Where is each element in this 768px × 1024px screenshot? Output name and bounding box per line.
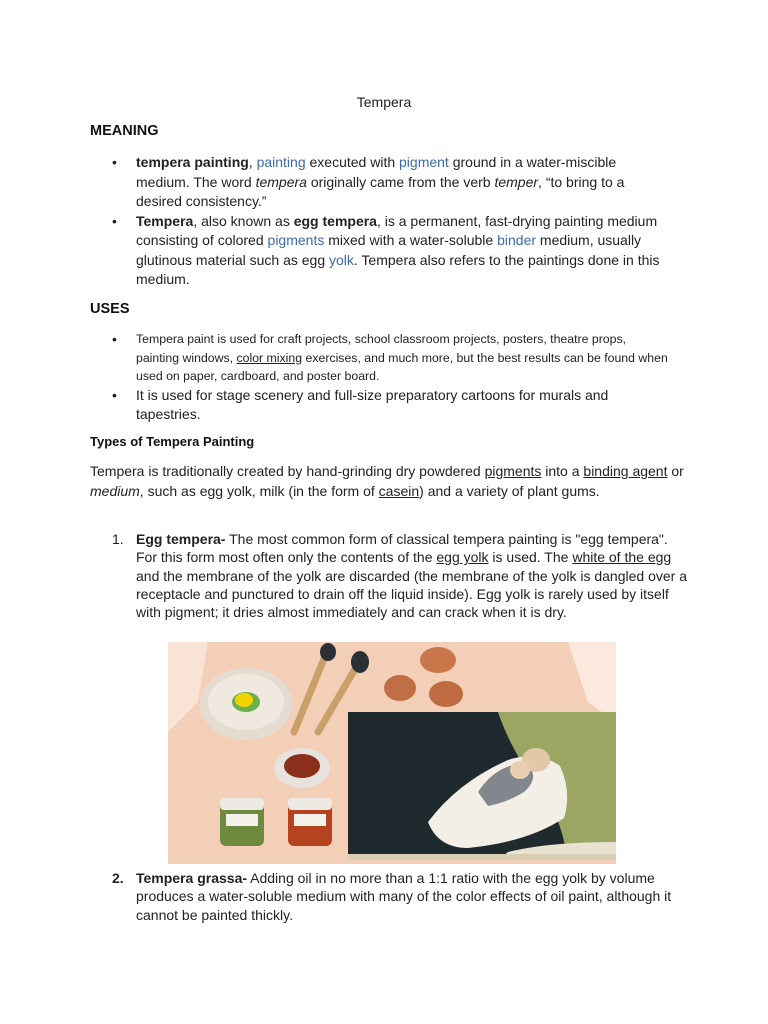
bullet-glyph: • bbox=[112, 331, 117, 347]
white-of-the-egg-link[interactable]: white of the egg bbox=[572, 549, 672, 566]
text: exercises, and much more, but the best results can be found when used on paper, cardboard, and poster board. bbox=[136, 350, 668, 383]
casein-link[interactable]: casein bbox=[378, 482, 420, 499]
emphasis-text: tempera bbox=[255, 173, 307, 190]
list-item bbox=[90, 386, 670, 425]
pigment-jar-icon bbox=[220, 798, 264, 846]
egg-bowl-icon bbox=[200, 668, 292, 740]
text: , “to bring to a desired consistency.” bbox=[136, 173, 625, 209]
emphasis-text: medium bbox=[90, 482, 140, 499]
text: . Tempera also refers to the paintings done in this medium. bbox=[136, 251, 660, 287]
text: Adding oil in no more than a 1:1 ratio with the egg yolk by volume produces a water-soluble medium with many of the color effects of oil paint, although it cannot be painted thickly. bbox=[136, 870, 672, 923]
list-item bbox=[90, 530, 690, 621]
types-heading: Types of Tempera Painting bbox=[90, 434, 255, 449]
text: , also known as bbox=[193, 212, 294, 229]
term-text: tempera painting bbox=[136, 154, 249, 170]
uses-list bbox=[90, 330, 670, 425]
tempera-painting-icon bbox=[348, 712, 616, 860]
pigment-jar-icon bbox=[288, 798, 332, 846]
bullet-glyph: • bbox=[112, 154, 117, 170]
text: executed with bbox=[305, 154, 400, 170]
pigments-link[interactable]: pigments bbox=[484, 463, 542, 479]
list-number: 2. bbox=[112, 870, 124, 886]
color-mixing-link[interactable]: color mixing bbox=[236, 350, 303, 365]
list-number: 1. bbox=[112, 531, 124, 547]
pigment-link[interactable]: pigment bbox=[399, 154, 449, 170]
binder-link[interactable]: binder bbox=[497, 232, 537, 248]
text: , is a permanent, fast-drying painting medium consisting of colored bbox=[136, 212, 658, 248]
tempera-materials-photo bbox=[168, 642, 616, 864]
text: ) and a variety of plant gums. bbox=[419, 482, 600, 499]
types-intro-paragraph bbox=[90, 462, 690, 501]
pigment-dish-icon bbox=[274, 748, 330, 788]
text: into a bbox=[541, 463, 584, 479]
text: ground in a water-miscible medium. The word bbox=[136, 154, 617, 190]
uses-heading: USES bbox=[90, 301, 130, 317]
meaning-list bbox=[90, 153, 670, 290]
text: The most common form of classical tempera painting is "egg tempera". For this form most often only the contents of the bbox=[136, 531, 668, 566]
list-item bbox=[90, 153, 670, 212]
bullet-glyph: • bbox=[112, 386, 117, 403]
term-text: Tempera bbox=[136, 212, 194, 229]
text: Tempera paint is used for craft projects, school classroom projects, posters, theatre props, painting windows, bbox=[136, 332, 627, 365]
pigments-link[interactable]: pigments bbox=[267, 232, 325, 248]
term-text: Tempera grassa- bbox=[136, 870, 248, 886]
painting-link[interactable]: painting bbox=[256, 154, 306, 170]
types-list-1 bbox=[90, 530, 690, 621]
binding-agent-link[interactable]: binding agent bbox=[583, 463, 668, 479]
list-item bbox=[90, 330, 670, 386]
text: mixed with a water-soluble bbox=[324, 232, 498, 248]
text: is used. The bbox=[488, 549, 573, 566]
term-text: Egg tempera- bbox=[136, 531, 226, 547]
text: , such as egg yolk, milk (in the form of bbox=[139, 482, 379, 499]
text: Tempera is traditionally created by hand-grinding dry powdered bbox=[90, 463, 485, 479]
text: originally came from the verb bbox=[306, 173, 495, 190]
yolk-link[interactable]: yolk bbox=[329, 251, 354, 268]
emphasis-text: temper bbox=[494, 173, 539, 190]
list-item bbox=[90, 212, 670, 290]
meaning-heading: MEANING bbox=[90, 123, 159, 139]
text: medium, usually glutinous material such as egg bbox=[136, 232, 642, 268]
bullet-glyph: • bbox=[112, 212, 117, 229]
term-text: egg tempera bbox=[293, 212, 377, 229]
text: , bbox=[248, 154, 257, 170]
text: or bbox=[667, 463, 684, 479]
egg-yolk-link[interactable]: egg yolk bbox=[436, 549, 489, 566]
text: and the membrane of the yolk are discarded (the membrane of the yolk is dangled over a receptacle and punctured to drain off the liquid inside). Egg yolk is rarely used by itself with pigment; it dries almost immediately and can crack when it is dry. bbox=[136, 567, 687, 621]
page-title: Tempera bbox=[356, 94, 412, 110]
text: It is used for stage scenery and full-size preparatory cartoons for murals and tapestries. bbox=[136, 386, 609, 422]
types-list-2 bbox=[90, 869, 690, 924]
list-item bbox=[90, 869, 690, 924]
